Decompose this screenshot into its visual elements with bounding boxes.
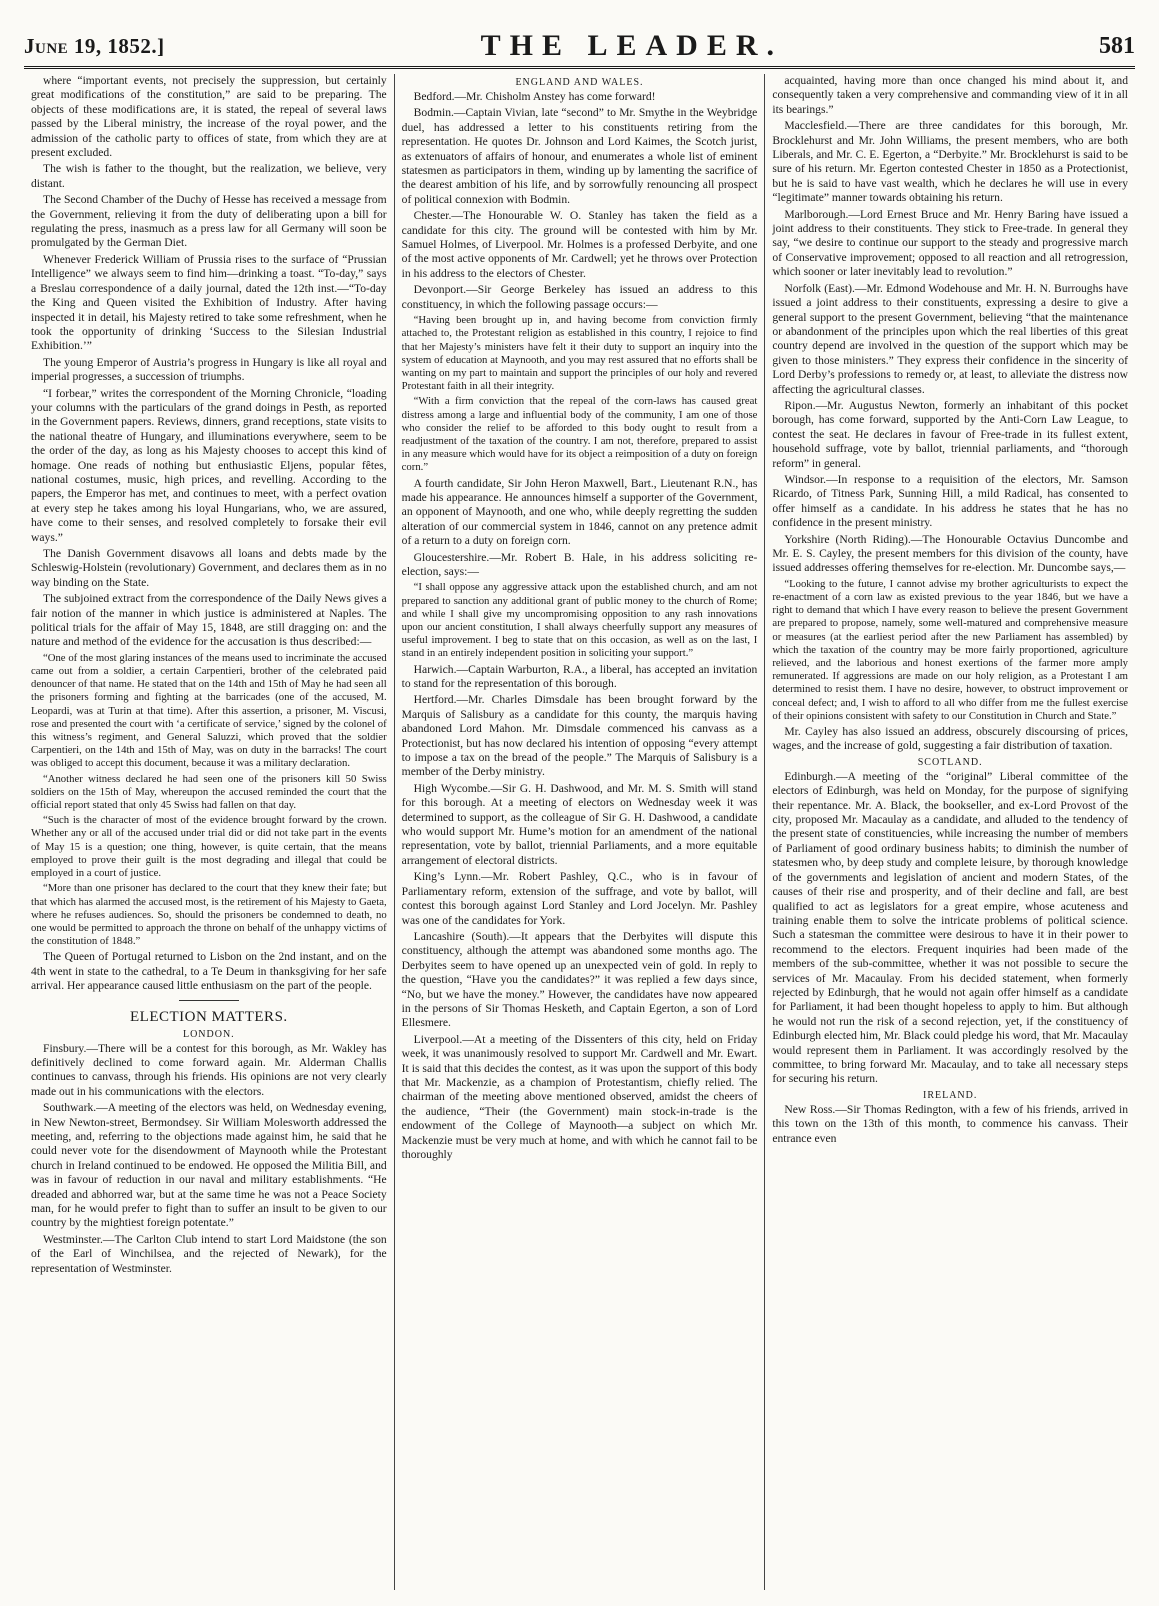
paragraph: A fourth candidate, Sir John Heron Maxwell, Bart., Lieutenant R.N., has made his appearance. He announces himself a supporter of the Government, an opponent of Maynooth, and one who, while deeply regretting the sudden alteration of our commercial system in 1846, cannot on any pretence admit of a return to a duty on foreign corn.	[401, 476, 758, 548]
article-columns	[24, 74, 1135, 1590]
issue-date: June 19, 1852.]	[24, 33, 165, 58]
quoted-paragraph: “More than one prisoner has declared to the court that they knew their fate; but that which has alarmed the accused most, is the retirement of his Majesty to Gaeta, where he refuses audiences. So, should the prisoners be condemned to death, no one would be permitted to approach the throne on behalf of the unhappy victims of the constitution of 1848.”	[31, 882, 387, 948]
section-subheading: SCOTLAND.	[917, 756, 983, 768]
paragraph: Gloucestershire.—Mr. Robert B. Hale, in his address soliciting re-election, says:—	[401, 550, 758, 578]
paragraph: “I forbear,” writes the correspondent of the Morning Chronicle, “loading your columns with the particulars of the grand doings in Pesth, as reported in the Government papers. Reviews, dinners, grand receptions, state visits to the national theatre of Hungary, and illuminations everywhere, seem to be the order of the day, as long as his Majesty chooses to accept this kind of homage. One reads of nothing but enthusiastic Eljens, popular fêtes, national costumes, music, high prices, and revelling. According to the papers, the Emperor has met, and continues to meet, with a perfect ovation at every step he takes among his loyal Hungarians, who, we are assured, have come to their senses, and resolved completely to forsake their evil ways.”	[31, 386, 387, 544]
paragraph: Liverpool.—At a meeting of the Dissenters of this city, held on Friday week, it was unanimously resolved to support Mr. Cardwell and Mr. Ewart. It is said that this decides the contest, as it was upon the support of this body that Mr. Mackenzie, as a champion of Protestantism, chiefly relied. The chairman of the meeting above mentioned observed, amidst the cheers of the audience, “Their (the Government) main stock-in-trade is the endowment of the College of Maynooth—a subject on which Mr. Mackenzie must be very much at home, and with which he cannot fail to be thoroughly	[401, 1032, 758, 1161]
paragraph: Whenever Frederick William of Prussia rises to the surface of “Prussian Intelligence” we always seem to find him—drinking a toast. “To-day,” says a Breslau correspondence of a daily journal, dated the 12th inst.—“To-day the King and Queen visited the Exhibition of Industry. After having inspected it in detail, his Majesty retired to take some refreshment, when he took the opportunity of drinking ‘Success to the Silesian Industrial Exhibition.’”	[31, 252, 387, 353]
column-right	[764, 74, 1135, 1590]
quoted-paragraph: “With a firm conviction that the repeal of the corn-laws has caused great distress among a large and influential body of the community, I am one of those who consider the relief to be afforded to this body ought to result from a readjustment of the taxation of the country. I am not, therefore, prepared to assist in any measure which would have for its object a reimposition of a duty on foreign corn.”	[401, 395, 758, 474]
paragraph: Yorkshire (North Riding).—The Honourable Octavius Duncombe and Mr. E. S. Cayley, the present members for this division of the county, have issued addresses offering themselves for re-election. Mr. Duncombe says,—	[772, 532, 1129, 575]
paragraph: Ripon.—Mr. Augustus Newton, formerly an inhabitant of this pocket borough, has come forward, supported by the Anti-Corn Law League, to contest the seat. He declares in favour of Free-trade in its fullest extent, household suffrage, vote by ballot, triennial parliaments, and “thorough reform” in general.	[772, 398, 1129, 470]
paragraph: High Wycombe.—Sir G. H. Dashwood, and Mr. M. S. Smith will stand for this borough. At a meeting of electors on Wednesday week it was determined to support, as the colleague of Sir G. H. Dashwood, a candidate who would support Mr. Hume’s motion for an amendment of the national representation, vote by ballot, triennial Parliaments, and a more equitable arrangement of electoral districts.	[401, 781, 758, 867]
paragraph: Windsor.—In response to a requisition of the electors, Mr. Samson Ricardo, of Titness Park, Sunning Hill, a mild Radical, has consented to offer himself as a candidate. In his address he states that he has no confidence in the present ministry.	[772, 472, 1129, 530]
section-subheading: IRELAND.	[922, 1089, 978, 1101]
section-divider	[179, 1000, 239, 1001]
quoted-paragraph: “One of the most glaring instances of the means used to incriminate the accused came out from a soldier, a certain Carpentieri, brother of the celebrated paid denouncer of that name. He stated that on the 14th and 15th of May he had seen all the prisoners forming and fighting at the barricades (one of the accused, M. Leopardi, was at Turin at that time). After this assertion, a prisoner, M. Viscusi, rose and presented the court with ‘a certificate of service,’ signed by the colonel of this witness’s regiment, and General Saluzzi, which proved that the soldier Carpentieri, on the 14th and 15th of May, was on duty in the barracks! The court was obliged to accept this document, because it was a military declaration.	[31, 651, 387, 770]
quoted-paragraph: “Having been brought up in, and having become from conviction firmly attached to, the Protestant religion as established in this country, I rejoice to find that her Majesty’s ministers have felt it their duty to support an inquiry into the system of education at Maynooth, and you may rest assured that no efforts shall be wanting on my part to maintain and support the principles of our holy and revered Protestant faith in all their integrity.	[401, 314, 758, 393]
paragraph: The Second Chamber of the Duchy of Hesse has received a message from the Government, relieving it from the duty of deliberating upon a bill for regulating the press, inasmuch as a press law for all Germany will soon be promulgated by the German Diet.	[31, 193, 387, 250]
paragraph: Devonport.—Sir George Berkeley has issued an address to this constituency, in which the following passage occurs:—	[401, 283, 758, 311]
column-left	[24, 74, 394, 1590]
paragraph: Southwark.—A meeting of the electors was held, on Wednesday evening, in New Newton-street, Bermondsey. Sir William Molesworth addressed the meeting, and, referring to the objections made against him, he said that he could never vote for the disendowment of Maynooth while the Protestant church in Ireland continued to be endowed. He opposed the Militia Bill, and was in favour of reduction in our naval and military establishments. “He dreaded and abhorred war, but at the same time he was not a Peace Society man, for he would prefer to fight than to suffer an insult to be given to our country by the mightiest foreign potentate.”	[31, 1101, 387, 1230]
page-number: 581	[1099, 32, 1135, 59]
paragraph: Bodmin.—Captain Vivian, late “second” to Mr. Smythe in the Weybridge duel, has addressed a letter to his constituents retiring from the representation. He quotes Dr. Johnson and Lord Kaimes, the Scotch jurist, as extenuators of affairs of honour, and enumerates a whole list of eminent statesmen as participators in them, winding up by lamenting the sacrifice of the dearest ambition of his life, and by sorrowfully renouncing all prospect of political connexion with Bodmin.	[401, 106, 758, 206]
paragraph: Mr. Cayley has also issued an address, obscurely discoursing of prices, wages, and the increase of gold, suggesting a fair distribution of taxation.	[772, 725, 1129, 753]
paragraph: Harwich.—Captain Warburton, R.A., a liberal, has accepted an invitation to stand for the representation of this borough.	[401, 662, 758, 690]
quoted-paragraph: “I shall oppose any aggressive attack upon the established church, and am not prepared to sanction any additional grant of public money to the church of Rome; and while I shall give my uncompromising opposition to any rash innovations upon our ancient constitution, I shall always cheerfully support any measures of useful improvement. I beg to state that on this occasion, as well as on the last, I stand in an entirely independent position in soliciting your support.”	[401, 581, 758, 660]
paragraph: acquainted, having more than once changed his mind about it, and consequently taken a very comprehensive and commanding view of it in all its bearings.”	[772, 74, 1129, 116]
paragraph: The wish is father to the thought, but the realization, we believe, very distant.	[31, 162, 387, 190]
paragraph: The Danish Government disavows all loans and debts made by the Schleswig-Holstein (revolutionary) Government, and declares them as in no way binding on the State.	[31, 547, 387, 589]
paragraph: New Ross.—Sir Thomas Redington, with a few of his friends, arrived in this town on the 13th of this month, to commence his canvass. Their entrance even	[772, 1102, 1129, 1145]
paragraph: Edinburgh.—A meeting of the “original” Liberal committee of the electors of Edinburgh, was held on Monday, for the purpose of signifying their repentance. Mr. A. Black, the bookseller, and ex-Lord Provost of the city, proposed Mr. Macaulay as a candidate, and alluded to the tendency of the present state of constituencies, while increasing the number of members of Parliament of good ordinary business habits; to diminish the number of statesmen who, by deep study and complete leisure, by thorough knowledge of the governments and legislation of ancient and modern States, of the causes of their rise and prosperity, and of their decline and fall, are best qualified to act as legislators for a great empire, whose acuteness and training enable them to solve the intricate problems of political science. Such a statesman the committee were desirous to have it in their power to recommend to the electors. Frequent inquiries had been made of the members of the sub-committee, whether it was not possible to secure the services of Mr. Macaulay. From his decided statement, when formerly rejected by Edinburgh, that he would not again offer himself as a candidate for Parliament, it had been thought hopeless to apply to him. But although he would not run the risk of a second rejection, yet, if the constituency of Edinburgh elected him, Mr. Black could pledge his word, that Mr. Macaulay would represent them in Parliament. It was accordingly resolved by the committee, to bring forward Mr. Macaulay, and to take all necessary steps for securing his return.	[772, 769, 1129, 1086]
paragraph: The Queen of Portugal returned to Lisbon on the 2nd instant, and on the 4th went in state to the cathedral, to a Te Deum in thanksgiving for her safe arrival. Her appearance caused little enthusiasm on the part of the people.	[31, 950, 387, 993]
paragraph: Finsbury.—There will be a contest for this borough, as Mr. Wakley has definitively declined to come forward again. Mr. Alderman Challis continues to canvass, through his friends. His opinions are not very clearly made out in his communications with the electors.	[31, 1041, 387, 1098]
paragraph: Bedford.—Mr. Chisholm Anstey has come forward!	[413, 90, 656, 103]
paragraph: Westminster.—The Carlton Club intend to start Lord Maidstone (the son of the Earl of Winchilsea, and the rejected of Newark), for the representation of Westminster.	[31, 1232, 387, 1275]
section-subheading: ENGLAND AND WALES.	[515, 77, 644, 88]
section-subheading: LONDON.	[182, 1028, 235, 1040]
paragraph: Norfolk (East).—Mr. Edmond Wodehouse and Mr. H. N. Burroughs have issued a joint address to their constituents, expressing a desire to give a general support to the present Government, believing “that the maintenance or abandonment of the principles upon which the real liberties of this great country depend are involved in the question of the support which may be given to those ministers.” They express their confidence in the sincerity of Lord Derby’s professions to remedy or, at least, to alleviate the distress now affecting the agricultural classes.	[772, 281, 1129, 396]
paragraph: where “important events, not precisely the suppression, but certainly great modifications of the constitution,” are said to be preparing. The objects of these modifications are, it is stated, the repeal of several laws passed by the Liberal ministry, the increase of the royal power, and the admission of the catholic party to offices of state, from which they are at present excluded.	[31, 74, 387, 160]
paragraph: The subjoined extract from the correspondence of the Daily News gives a fair notion of the manner in which justice is administered at Naples. The political trials for the affair of May 15, 1848, are still dragging on: and the nature and method of the evidence for the accusation is thus described:—	[31, 592, 387, 649]
paragraph: Macclesfield.—There are three candidates for this borough, Mr. Brocklehurst and Mr. John Williams, the present members, who are both Liberals, and Mr. C. E. Egerton, a “Derbyite.” Mr. Brocklehurst is said to be sure of his return. Mr. Egerton contested Chester in 1850 as a Protectionist, but he is said to have vast wealth, which he declares he will use in every “legitimate” manner towards obtaining his return.	[772, 119, 1129, 205]
paragraph: Marlborough.—Lord Ernest Bruce and Mr. Henry Baring have issued a joint address to their constituents. They stick to Free-trade. In general they say, “we desire to continue our support to the steady and progressive march of Conservative improvement; opposed to all reaction and all retrogression, which sooner or later inevitably lead to revolution.”	[772, 207, 1129, 279]
newspaper-title: THE LEADER.	[480, 29, 784, 62]
paragraph: Chester.—The Honourable W. O. Stanley has taken the field as a candidate for this city. The ground will be contested with him by Mr. Samuel Holmes, of Liverpool. Mr. Holmes is a professed Derbyite, and one of the most active opponents of Mr. Cardwell; yet he throws over Protection in his address to the electors of Chester.	[401, 209, 758, 280]
paragraph: Lancashire (South).—It appears that the Derbyites will dispute this constituency, although the attempt was abandoned some months ago. The Derbyites seem to have opened up an unexpected vein of gold. In reply to the question, “Have you the candidates?” it was replied a few days since, “No, but we have the money.” However, the candidates have now appeared in the persons of Sir Thomas Hesketh, and Captain Egerton, a son of Lord Ellesmere.	[401, 929, 758, 1030]
paragraph: King’s Lynn.—Mr. Robert Pashley, Q.C., who is in favour of Parliamentary reform, extension of the suffrage, and vote by ballot, will contest this borough against Lord Stanley and Lord Jocelyn. Mr. Pashley was one of the candidates for York.	[401, 870, 758, 927]
quoted-paragraph: “Looking to the future, I cannot advise my brother agriculturists to expect the re-enactment of a corn law as existed previous to the year 1846, but we have a right to demand that which I have every reason to believe the present Government are prepared to propose, namely, some well-matured and comprehensive measure or measures (at the earliest period after the new Parliament has assembled) by which the taxation of the country may be more fairly proportioned, agriculture relieved, and the laborious and honest exertions of the farmer more amply remunerated. If aggressions are made on our holy religion, as a Protestant I am determined to resist them. I have no desire, however, to obstruct improvement or conceal defect; and, I wish to afford to all who differ from me the fullest exercise of their opinions consistent with safety to our Constitution in Church and State.”	[772, 577, 1129, 722]
masthead	[24, 26, 1135, 69]
quoted-paragraph: “Another witness declared he had seen one of the prisoners kill 50 Swiss soldiers on the 15th of May, whereupon the accused reminded the court that the official report stated that only 45 Swiss had fallen on that day.	[31, 772, 387, 812]
section-heading: ELECTION MATTERS.	[130, 1008, 288, 1025]
paragraph: Hertford.—Mr. Charles Dimsdale has been brought forward by the Marquis of Salisbury as a candidate for this county, the marquis having abandoned Lord Mahon. Mr. Dimsdale commenced his canvass as a Protectionist, but has now declared his intention of opposing “every attempt to impose a tax on the bread of the people.” The Marquis of Salisbury is a member of the Derby ministry.	[401, 693, 758, 779]
paragraph: The young Emperor of Austria’s progress in Hungary is like all royal and imperial progresses, a succession of triumphs.	[31, 355, 387, 384]
column-middle	[394, 74, 765, 1590]
quoted-paragraph: “Such is the character of most of the evidence brought forward by the crown. Whether any or all of the accused under trial did or did not take part in the events of May 15 is a question; one thing, however, is quite certain, that the means employed to prove their guilt is the most degrading and illegal that could be employed in a court of justice.	[31, 814, 387, 880]
